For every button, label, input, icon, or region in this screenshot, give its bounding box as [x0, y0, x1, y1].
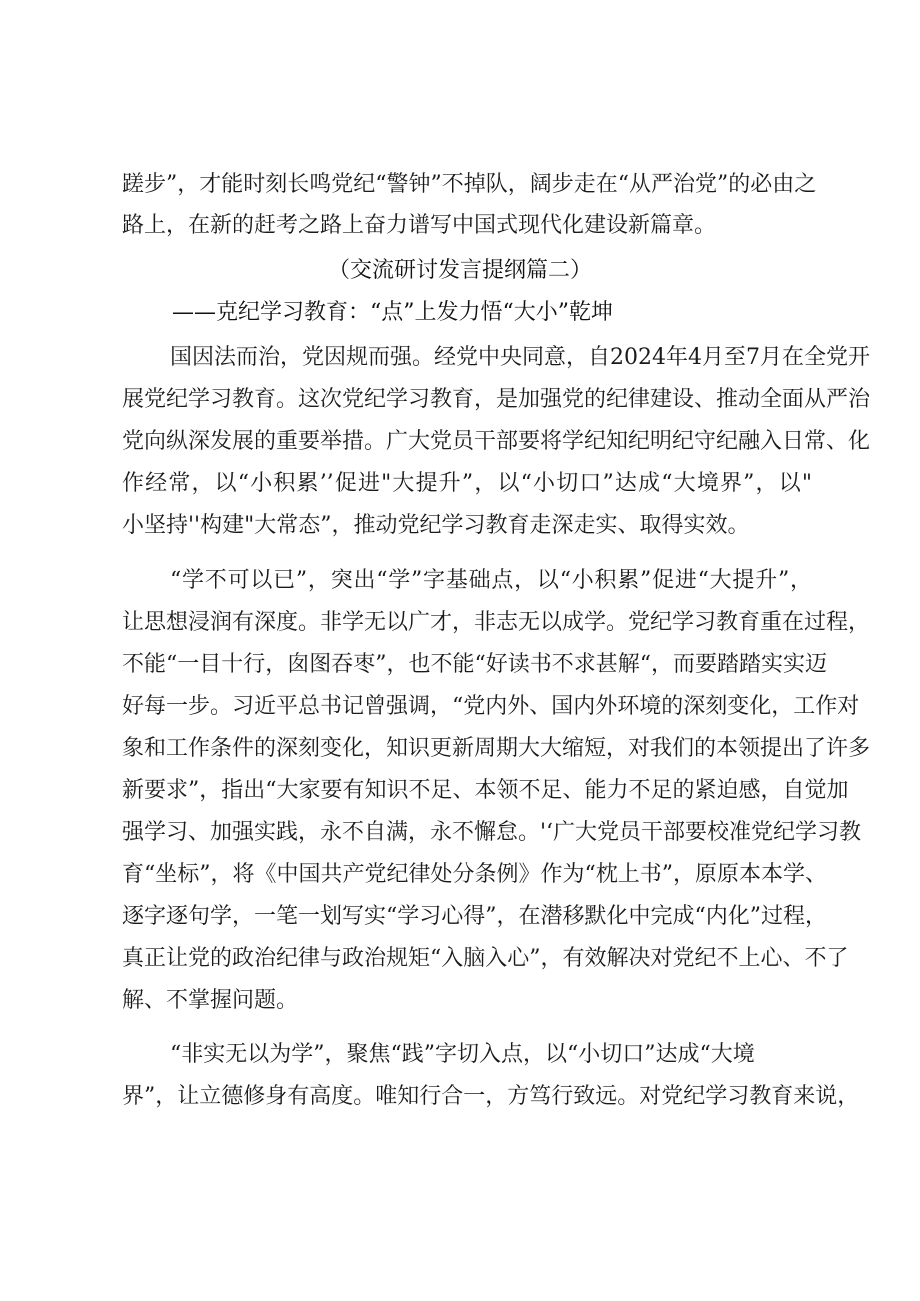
paragraph-line: 新要求”，指出“大家要有知识不足、本领不足、能力不足的紧迫感，自觉加: [122, 778, 849, 803]
section-subtitle: ——克纪学习教育：“点”上发力悟“大小”乾坤: [172, 300, 613, 325]
text-line: 路上，在新的赶考之路上奋力谱写中国式现代化建设新篇章。: [122, 213, 717, 238]
paragraph-line: 让思想浸润有深度。非学无以广才，非志无以成学。党纪学习教育重在过程，: [122, 610, 871, 635]
paragraph-line: 象和工作条件的深刻变化，知识更新周期大大缩短，对我们的本领提出了许多: [122, 736, 871, 761]
paragraph-line: “学不可以已”，突出“学”字基础点，以“小积累”促进“大提升”，: [170, 568, 812, 593]
paragraph-line: 作经常，以“小积累’’促进"大提升”，以“小切口”达成“大境界”，以": [122, 471, 812, 496]
paragraph-line: 好每一步。习近平总书记曾强调，“党内外、国内外环境的深刻变化，工作对: [122, 694, 860, 719]
paragraph-line: 逐字逐句学，一笔一划写实“学习心得”，在潜移默化中完成“内化”过程，: [122, 904, 827, 929]
paragraph-line: 强学习、加强实践，永不自满，永不懈怠。'‘广大党员干部要校准党纪学习教: [122, 820, 862, 845]
text-line: 蹉步”，才能时刻长鸣党纪“警钟”不掉队，阔步走在“从严治党”的必由之: [122, 172, 817, 197]
paragraph-line: 界”，让立德修身有高度。唯知行合一，方笃行致远。对党纪学习教育来说，: [122, 1084, 860, 1109]
paragraph-line: 国因法而治，党因规而强。经党中央同意，自2024年4月至7月在全党开: [170, 345, 870, 370]
paragraph-line: 展党纪学习教育。这次党纪学习教育，是加强党的纪律建设、推动全面从严治: [122, 387, 871, 412]
paragraph-line: 真正让党的政治纪律与政治规矩“入脑入心”，有效解决对党纪不上心、不了: [122, 946, 849, 971]
paragraph-line: 解、不掌握问题。: [122, 988, 299, 1013]
paragraph-line: 小坚持''构建"大常态”，推动党纪学习教育走深走实、取得实效。: [122, 513, 750, 538]
section-title: （交流研讨发言提纲篇二）: [327, 258, 592, 283]
paragraph-line: “非实无以为学”，聚焦“践”字切入点，以“小切口”达成“大境: [170, 1042, 755, 1067]
paragraph-line: 不能“一目十行，囱图吞枣”，也不能“好读书不求甚解“，而要踏踏实实迈: [122, 652, 827, 677]
paragraph-line: 党向纵深发展的重要举措。广大党员干部要将学纪知纪明纪守纪融入日常、化: [122, 429, 871, 454]
paragraph-line: 育“坐标”，将《中国共产党纪律处分条例》作为“枕上书”，原原本本学、: [122, 862, 827, 887]
